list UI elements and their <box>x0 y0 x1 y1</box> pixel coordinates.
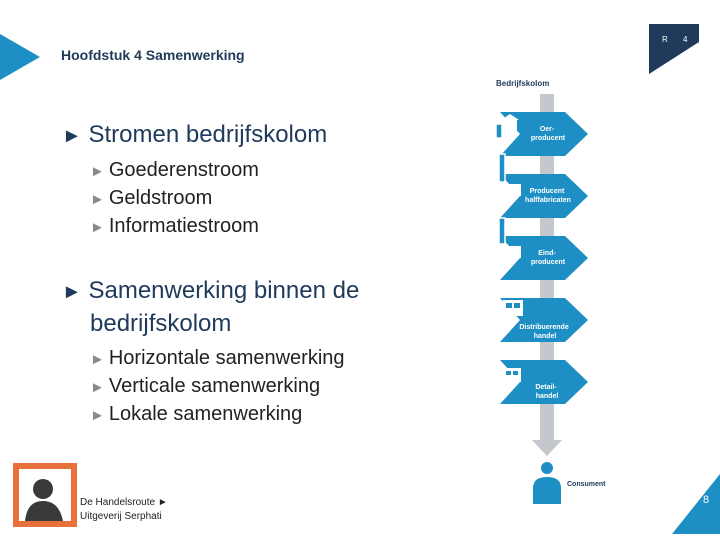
stage-label: Distribuerende <box>519 324 569 331</box>
sub-bullet <box>90 344 345 374</box>
bullet-stromen <box>62 121 327 150</box>
sub-bullet-arrow-icon: ► <box>90 163 105 180</box>
stage-label: Eind- <box>538 250 556 257</box>
sub-bullet-label: Horizontale samenwerking <box>108 347 345 369</box>
sub-bullet-label: Geldstroom <box>108 187 213 209</box>
stage-label: Producent <box>529 188 565 195</box>
stage-label: producent <box>530 259 566 266</box>
page-number: 8 <box>703 494 710 506</box>
corner-badge-letter: R <box>662 35 668 44</box>
chapter-title: Hoofdstuk 4 Samenwerking <box>61 47 245 63</box>
warehouse-icon <box>503 300 523 316</box>
sub-bullet-arrow-icon: ► <box>90 219 105 236</box>
sub-bullet <box>90 400 302 430</box>
stage-label: halffabricaten <box>525 197 571 204</box>
diagram-title: Bedrijfskolom <box>496 79 550 88</box>
sub-bullet-label: Informatiestroom <box>108 215 259 237</box>
bullet-title: Samenwerking binnen de <box>88 277 360 304</box>
page-number-badge <box>672 474 720 534</box>
sub-bullet <box>90 156 259 186</box>
sub-bullet-label: Lokale samenwerking <box>108 403 303 425</box>
bullet-title: Stromen bedrijfskolom <box>88 121 328 148</box>
publisher-name: De Handelsroute ► <box>80 497 168 508</box>
shop-icon <box>503 368 521 382</box>
consumer-person-icon <box>533 462 561 504</box>
stage-oerproducent <box>496 112 588 156</box>
stage-label: handel <box>535 393 559 400</box>
bedrijfskolom-diagram <box>485 72 610 512</box>
stage-label: Oer- <box>539 126 555 133</box>
sub-bullet-arrow-icon: ► <box>90 379 105 396</box>
bullet-title-continued: bedrijfskolom <box>90 310 232 337</box>
stage-label: handel <box>533 333 557 340</box>
sub-bullet-label: Verticale samenwerking <box>108 375 321 397</box>
publisher-logo-portrait <box>13 463 77 527</box>
stage-label: Detail- <box>535 384 557 391</box>
header-accent-triangle <box>0 34 40 80</box>
bullet-arrow-icon: ► <box>62 125 82 147</box>
publisher-imprint: Uitgeverij Serphati <box>80 511 162 522</box>
stage-label: producent <box>530 135 566 142</box>
stage-distribuerende-handel <box>500 298 588 342</box>
sub-bullet-label: Goederenstroom <box>108 159 259 181</box>
corner-badge-number: 4 <box>683 35 688 44</box>
sub-bullet-arrow-icon: ► <box>90 191 105 208</box>
sub-bullet <box>90 184 212 214</box>
sub-bullet-arrow-icon: ► <box>90 351 105 368</box>
bullet-arrow-icon: ► <box>62 281 82 303</box>
stage-detailhandel <box>500 360 588 404</box>
corner-badge <box>649 24 699 74</box>
bullet-samenwerking <box>62 277 359 306</box>
sub-bullet <box>90 372 320 402</box>
sub-bullet <box>90 212 259 242</box>
consumer-label: Consument <box>567 481 606 488</box>
sub-bullet-arrow-icon: ► <box>90 407 105 424</box>
